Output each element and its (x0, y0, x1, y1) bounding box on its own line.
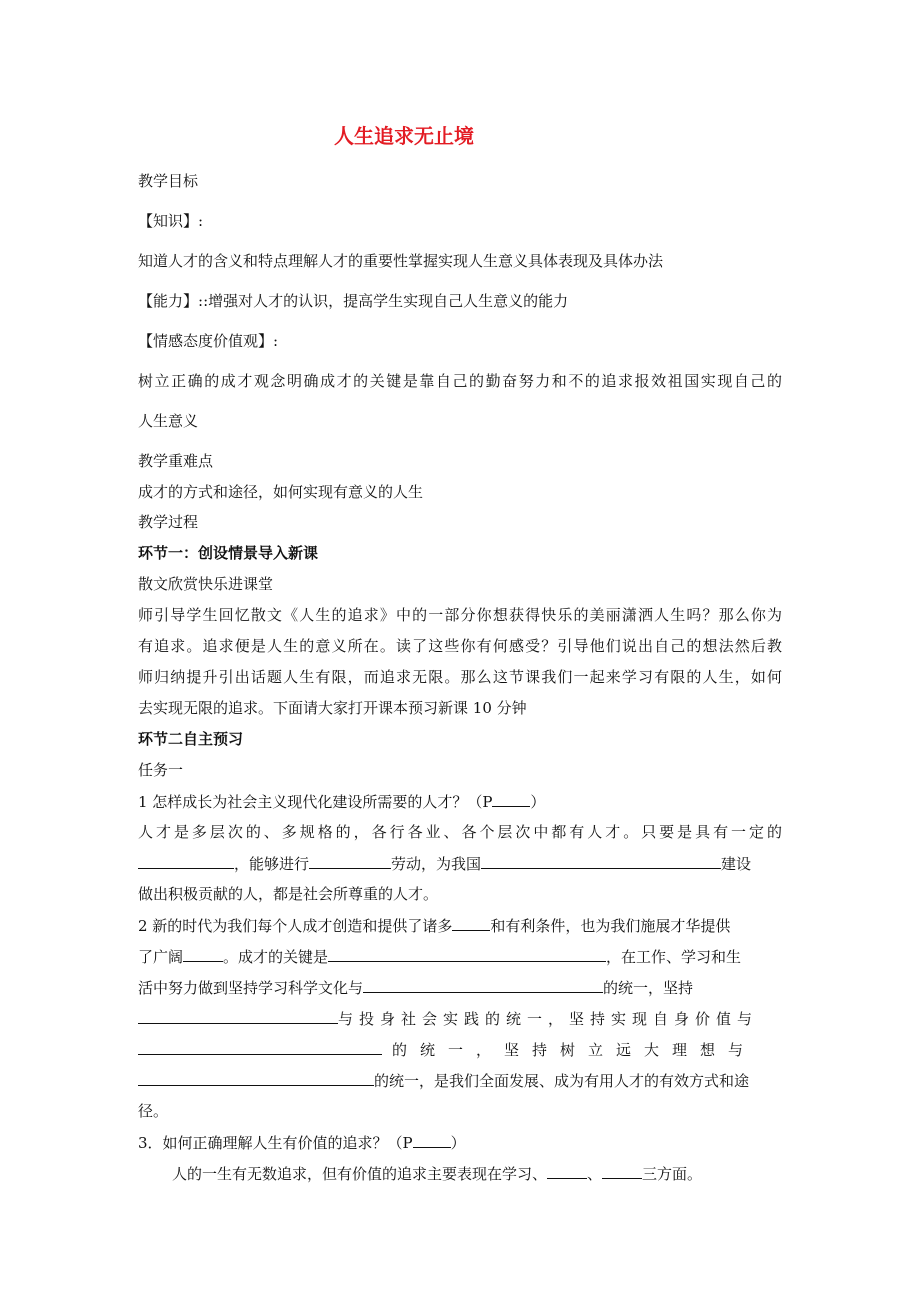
answer-3 (172, 1163, 782, 1184)
ability-heading: 【能力】: (138, 292, 204, 310)
paragraph-line-3: 师归纳提升引出话题人生有限，而追求无限。那么这节课我们一起来学习有限的人生，如何 (138, 668, 782, 686)
task-one-heading: 任务一 (138, 761, 184, 779)
question-2-line-6 (138, 1070, 782, 1091)
question-1 (138, 791, 782, 812)
section-key-difficulties: 教学重难点 (138, 452, 214, 470)
section-teaching-process: 教学过程 (138, 513, 199, 531)
step-one-heading: 环节一：创设情景导入新课 (138, 544, 319, 562)
question-2-line-5 (138, 1039, 782, 1060)
fill-blank (481, 853, 721, 869)
question-2-text-h: 与投身社会实践的统一，坚持实现自身价值与 (338, 1010, 759, 1028)
fill-blank (492, 791, 530, 807)
question-2-text-i: 的统一，坚持树立远大理想与 (392, 1041, 757, 1059)
question-2-line-3 (138, 977, 782, 998)
fill-blank (183, 946, 223, 962)
answer-1-text-c: 建设 (721, 855, 752, 873)
question-2-text-e: ，在工作、学习和生 (606, 948, 742, 966)
question-2-text-b: 和有利条件，也为我们施展才华提供 (490, 917, 731, 935)
question-2-text-j: 的统一，是我们全面发展、成为有用人才的有效方式和途 (374, 1072, 750, 1090)
ability-text: :增强对人才的认识，提高学生实现自己人生意义的能力 (203, 292, 569, 310)
question-3 (138, 1132, 782, 1153)
answer-3-text-c: 三方面。 (642, 1165, 703, 1183)
question-1-text: 1 怎样成长为社会主义现代化建设所需要的人才？（P (138, 793, 493, 811)
fill-blank (309, 853, 391, 869)
fill-blank (452, 915, 490, 931)
paragraph-line-2: 有追求。追求便是人生的意义所在。读了这些你有何感受？引导他们说出自己的想法然后教 (138, 637, 782, 655)
paragraph-line-1: 师引导学生回忆散文《人生的追求》中的一部分你想获得快乐的美丽潇洒人生吗？那么你为 (138, 606, 782, 624)
fill-blank (138, 1008, 338, 1024)
question-3-close: ） (450, 1134, 466, 1152)
answer-3-text-b: 、 (587, 1165, 603, 1183)
step-two-heading: 环节二自主预习 (138, 730, 244, 748)
knowledge-heading: 【知识】: (138, 212, 204, 230)
fill-blank (138, 1039, 382, 1055)
fill-blank (547, 1163, 587, 1179)
knowledge-text: 知道人才的含义和特点理解人才的重要性掌握实现人生意义具体表现及具体办法 (138, 252, 664, 270)
emotion-values-text-2: 人生意义 (138, 412, 199, 430)
question-2-text-f: 活中努力做到坚持学习科学文化与 (138, 979, 364, 997)
question-2-text-c: 了广阔 (138, 948, 184, 966)
document-title: 人生追求无止境 (334, 124, 474, 148)
fill-blank (138, 853, 234, 869)
question-2-text-a: 2 新的时代为我们每个人成才创造和提供了诸多 (138, 917, 453, 935)
answer-1-line-1: 人才是多层次的、多规格的，各行各业、各个层次中都有人才。只要是具有一定的 (138, 823, 782, 841)
question-3-text: 3．如何正确理解人生有价值的追求？（P (138, 1134, 413, 1152)
fill-blank (363, 977, 603, 993)
question-2-text-g: 的统一，坚持 (603, 979, 694, 997)
fill-blank (328, 946, 606, 962)
step-one-subtitle: 散文欣赏快乐进课堂 (138, 575, 274, 593)
answer-1-text-b: 劳动，为我国 (391, 855, 482, 873)
question-2-line-7: 径。 (138, 1102, 169, 1120)
question-2-text-d: 。成才的关键是 (223, 948, 329, 966)
question-2-line-4 (138, 1008, 782, 1029)
section-teaching-goals: 教学目标 (138, 172, 199, 190)
fill-blank (138, 1070, 374, 1086)
answer-1-text-a: ，能够进行 (234, 855, 310, 873)
answer-1-line-3: 做出积极贡献的人，都是社会所尊重的人才。 (138, 885, 439, 903)
emotion-values-text-1: 树立正确的成才观念明确成才的关键是靠自己的勤奋努力和不的追求报效祖国实现自己的 (138, 372, 782, 390)
paragraph-line-4: 去实现无限的追求。下面请大家打开课本预习新课 10 分钟 (138, 699, 527, 717)
fill-blank (602, 1163, 642, 1179)
emotion-values-heading: 【情感态度价值观】: (138, 332, 279, 350)
fill-blank (413, 1132, 451, 1148)
answer-1-line-2 (138, 853, 782, 874)
question-2-line-1 (138, 915, 782, 936)
ability-line (138, 291, 782, 311)
answer-3-text-a: 人的一生有无数追求，但有价值的追求主要表现在学习、 (172, 1165, 548, 1183)
question-2-line-2 (138, 946, 782, 967)
key-difficulties-text: 成才的方式和途径，如何实现有意义的人生 (138, 483, 424, 501)
question-1-close: ） (530, 793, 546, 811)
